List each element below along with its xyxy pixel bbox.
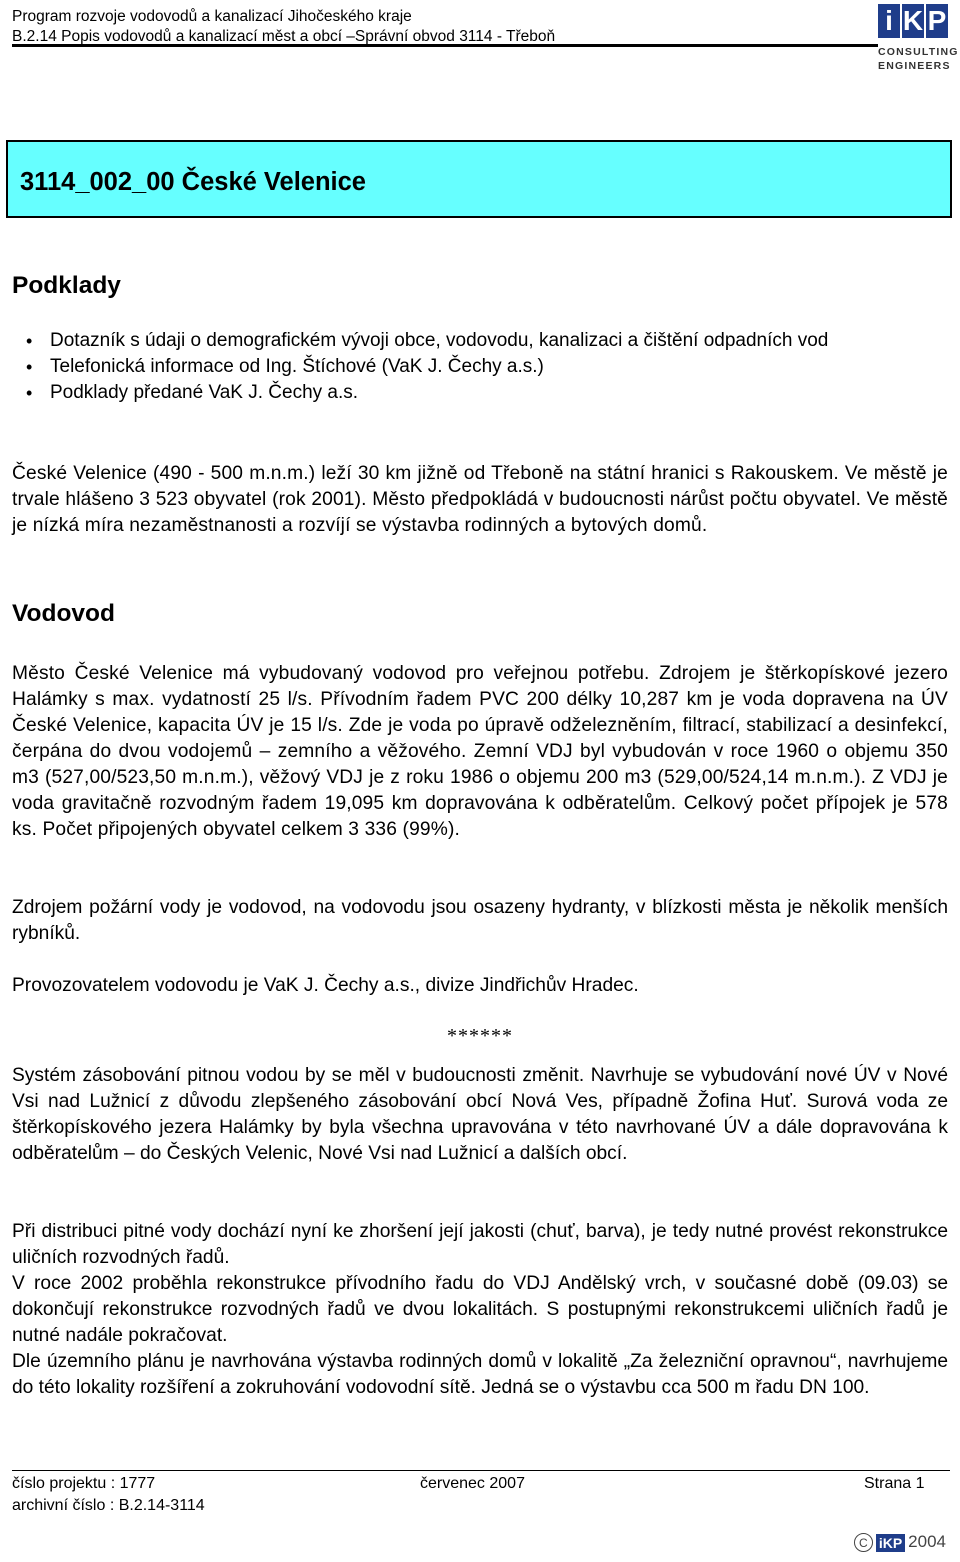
water-supply-paragraph: Město České Velenice má vybudovaný vodovod pro veřejnou potřebu. Zdrojem je štěrkopískové jezero Halámky s max. vydatností 25 l/s. Přívodním řadem PVC 200 délky 10,287 km je voda dopravena na ÚV České Velenice, kapacita ÚV je 15 l/s. Zde je voda po úpravě odželezněním, filtrací, stabilizací a desinfekcí, čerpána do dvou vodojemů – zemního a věžového. Zemní VDJ byl vybudován v roce 1960 o objemu 350 m3 (527,00/523,50 m.n.m.), věžový VDJ je z roku 1986 o objemu 200 m3 (529,00/524,14 m.n.m.). Z VDJ je voda gravitačně rozvodným řadem 19,095 km dopravována k odběratelům. Celkový počet přípojek je 578 ks. Počet připojených obyvatel celkem 3 336 (99%). — [12, 663, 948, 840]
copyright-year: 2004 — [908, 1532, 946, 1551]
heading-vodovod: Vodovod — [12, 600, 115, 627]
ikp-logo — [876, 4, 959, 74]
header-program-title: Program rozvoje vodovodů a kanalizací Jihočeského kraje — [12, 8, 412, 25]
list-item: • Telefonická informace od Ing. Štíchové (VaK J. Čechy a.s.) — [12, 354, 952, 380]
logo-consulting: CONSULTING — [878, 46, 959, 58]
heading-podklady: Podklady — [12, 272, 121, 299]
list-item: • Podklady předané VaK J. Čechy a.s. — [12, 380, 952, 406]
list-item: • Dotazník s údaji o demografickém vývoji obce, vodovodu, kanalizaci a čištění odpadních vod — [12, 328, 952, 354]
section-separator: ****** — [447, 1025, 513, 1047]
logo-letter-i: i — [878, 4, 900, 38]
header-section-title: B.2.14 Popis vodovodů a kanalizací měst a obcí –Správní obvod 3114 - Třeboň — [12, 28, 556, 45]
document-date: červenec 2007 — [420, 1475, 525, 1492]
header-divider — [12, 44, 878, 47]
archive-number: archivní číslo : B.2.14-3114 — [12, 1497, 205, 1514]
fire-water-paragraph: Zdrojem požární vody je vodovod, na vodovodu jsou osazeny hydranty, v blízkosti města je několik menších rybníků. — [12, 897, 948, 944]
logo-letter-k: K — [902, 5, 924, 36]
future-system-paragraph: Systém zásobování pitnou vodou by se měl v budoucnosti změnit. Navrhuje se vybudování nové ÚV v Nové Vsi nad Lužnicí z důvodu zlepšeného zásobování obcí Nová Ves, případně Žofina Huť. Surová voda ze štěrkopískového jezera Halámky by byla všechna upravována v této navrhované ÚV a dále dopravována k odběratelům – do Českých Velenic, Nové Vsi nad Lužnicí a dalších obcí. — [12, 1065, 948, 1164]
copyright-notice — [854, 1531, 946, 1553]
sources-list — [12, 328, 952, 406]
operator-paragraph: Provozovatelem vodovodu je VaK J. Čechy a.s., divize Jindřichův Hradec. — [12, 975, 639, 996]
footer-divider — [12, 1470, 950, 1471]
document-title: 3114_002_00 České Velenice — [20, 168, 366, 196]
reconstruction-paragraph: V roce 2002 proběhla rekonstrukce přívodního řadu do VDJ Andělský vrch, v současné době (09.03) se dokončují rekonstrukce rozvodných řadů ve dvou lokalitách. S postupnými rekonstrukcemi uličních řadů je nutné nadále pokračovat. — [12, 1273, 948, 1346]
project-number: číslo projektu : 1777 — [12, 1475, 156, 1492]
page-number: Strana 1 — [864, 1475, 925, 1492]
distribution-paragraph: Při distribuci pitné vody dochází nyní ke zhoršení její jakosti (chuť, barva), je tedy nutné provést rekonstrukce uličních rozvodných řadů. — [12, 1221, 948, 1268]
logo-engineers: ENGINEERS — [878, 60, 951, 72]
intro-paragraph: České Velenice (490 - 500 m.n.m.) leží 30 km jižně od Třeboně na státní hranici s Rakouskem. Ve městě je trvale hlášeno 3 523 obyvatel (rok 2001). Město předpokládá v budoucnosti nárůst počtu obyvatel. Ve městě je nízká míra nezaměstnanosti a rozvíjí se výstavba rodinných a bytových domů. — [12, 463, 948, 536]
zoning-paragraph: Dle územního plánu je navrhována výstavba rodinných domů v lokalitě „Za železniční opravnou“, navrhujeme do této lokality rozšíření a zokruhování vodovodní sítě. Jedná se o výstavbu cca 500 m řadu DN 100. — [12, 1351, 948, 1398]
copyright-icon: C — [854, 1533, 873, 1552]
logo-letter-p: P — [927, 5, 947, 36]
document-title-box — [6, 140, 952, 218]
copyright-brand: iKP — [876, 1534, 905, 1552]
